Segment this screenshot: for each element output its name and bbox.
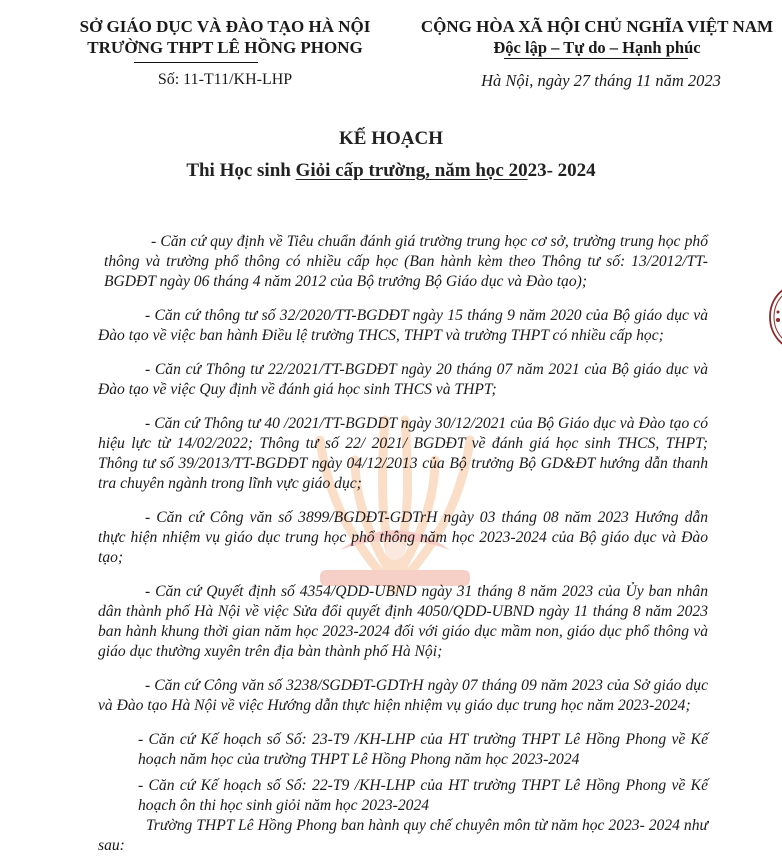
legal-basis-paragraph: - Căn cứ thông tư số 32/2020/TT-BGDĐT ngày 15 tháng 9 năm 2020 của Bộ giáo dục và Đào tạo về việc ban hành Điều lệ trường THCS, THPT và trường THPT có nhiều cấp học; xyxy=(98,307,708,344)
legal-basis-paragraph: - Căn cứ Công văn số 3238/SGDĐT-GDTrH ngày 07 tháng 09 năm 2023 của Sở giáo dục và Đào tạo Hà Nội về việc Hướng dẫn thực hiện nhiệm vụ giáo dục trung học năm 2023-2024; xyxy=(98,677,708,714)
document-number: Số: 11-T11/KH-LHP xyxy=(157,71,293,88)
issuing-authority-block xyxy=(60,16,390,58)
header-left-divider xyxy=(134,62,258,63)
department-name: SỞ GIÁO DỤC VÀ ĐÀO TẠO HÀ NỘI xyxy=(79,17,371,36)
legal-basis-paragraph: - Căn cứ quy định về Tiêu chuẩn đánh giá trường trung học cơ sở, trường trung học phổ thông và trường phổ thông có nhiều cấp học (Ban hành kèm theo Thông tư số: 13/2012/TT-BGDĐT ngày 06 tháng 4 năm 2012 của Bộ trưởng Bộ Giáo dục và Đào tạo); xyxy=(104,233,708,290)
school-name: TRƯỜNG THPT LÊ HỒNG PHONG xyxy=(87,38,363,57)
legal-basis-paragraph: - Căn cứ Kế hoạch số Số: 22-T9 /KH-LHP của HT trường THPT Lê Hồng Phong về Kế hoạch ôn thi học sinh giỏi năm học 2023-2024 xyxy=(138,777,708,814)
header-right-divider xyxy=(504,58,688,59)
national-motto: Độc lập – Tự do – Hạnh phúc xyxy=(493,38,701,57)
subtitle-suffix: 23- 2024 xyxy=(527,160,596,181)
legal-basis-paragraph: - Căn cứ Công văn số 3899/BGDĐT-GDTrH ngày 03 tháng 08 năm 2023 Hướng dẫn thực hiện nhiệm vụ giáo dục trung học phổ thông năm học 2023-2024 của Bộ giáo dục và Đào tạo; xyxy=(98,509,708,566)
document-subtitle xyxy=(0,160,782,182)
closing-statement: Trường THPT Lê Hồng Phong ban hành quy chế chuyên môn từ năm học 2023- 2024 như sau: xyxy=(98,817,708,854)
legal-basis-paragraph: - Căn cứ Kế hoạch số Số: 23-T9 /KH-LHP của HT trường THPT Lê Hồng Phong về Kế hoạch năm học của trường THPT Lê Hồng Phong năm học 2023-2024 xyxy=(138,731,708,768)
legal-basis-paragraph: - Căn cứ Thông tư 40 /2021/TT-BGDDT ngày 30/12/2021 của Bộ Giáo dục và Đào tạo có hiệu lực từ 14/02/2022; Thông tư số 22/ 2021/ BGDĐT về đánh giá học sinh THCS, THPT; Thông tư số 39/2013/TT-BGDĐT ngày 04/12/2013 của Bộ trưởng Bộ GD&ĐT hướng dẫn thanh tra chuyên ngành trong lĩnh vực giáo dục; xyxy=(98,415,708,492)
subtitle-underlined: Giỏi cấp trường, năm học 20 xyxy=(295,160,528,181)
subtitle-prefix: Thi Học sinh xyxy=(186,160,296,181)
document-date: Hà Nội, ngày 27 tháng 11 năm 2023 xyxy=(481,71,721,90)
legal-basis-paragraph: - Căn cứ Thông tư 22/2021/TT-BGDĐT ngày 20 tháng 07 năm 2021 của Bộ giáo dục và Đào tạo về việc Quy định về đánh giá học sinh THCS và THPT; xyxy=(98,361,708,398)
document-body xyxy=(98,232,708,856)
red-seal-stamp-icon xyxy=(766,282,782,352)
document-title: KẾ HOẠCH xyxy=(339,128,443,149)
nation-name: CỘNG HÒA XÃ HỘI CHỦ NGHĨA VIỆT NAM xyxy=(420,17,774,36)
legal-basis-paragraph: - Căn cứ Quyết định số 4354/QDD-UBND ngày 31 tháng 8 năm 2023 của Ủy ban nhân dân thành phố Hà Nội về việc Sửa đổi quyết định 4050/QDD-UBND ngày 11 tháng 8 năm 2023 ban hành khung thời gian năm học 2023-2024 đối với giáo dục mầm non, giáo dục phổ thông và giáo dục thường xuyên trên địa bàn thành phố Hà Nội; xyxy=(98,583,708,660)
national-title-block xyxy=(412,16,782,58)
